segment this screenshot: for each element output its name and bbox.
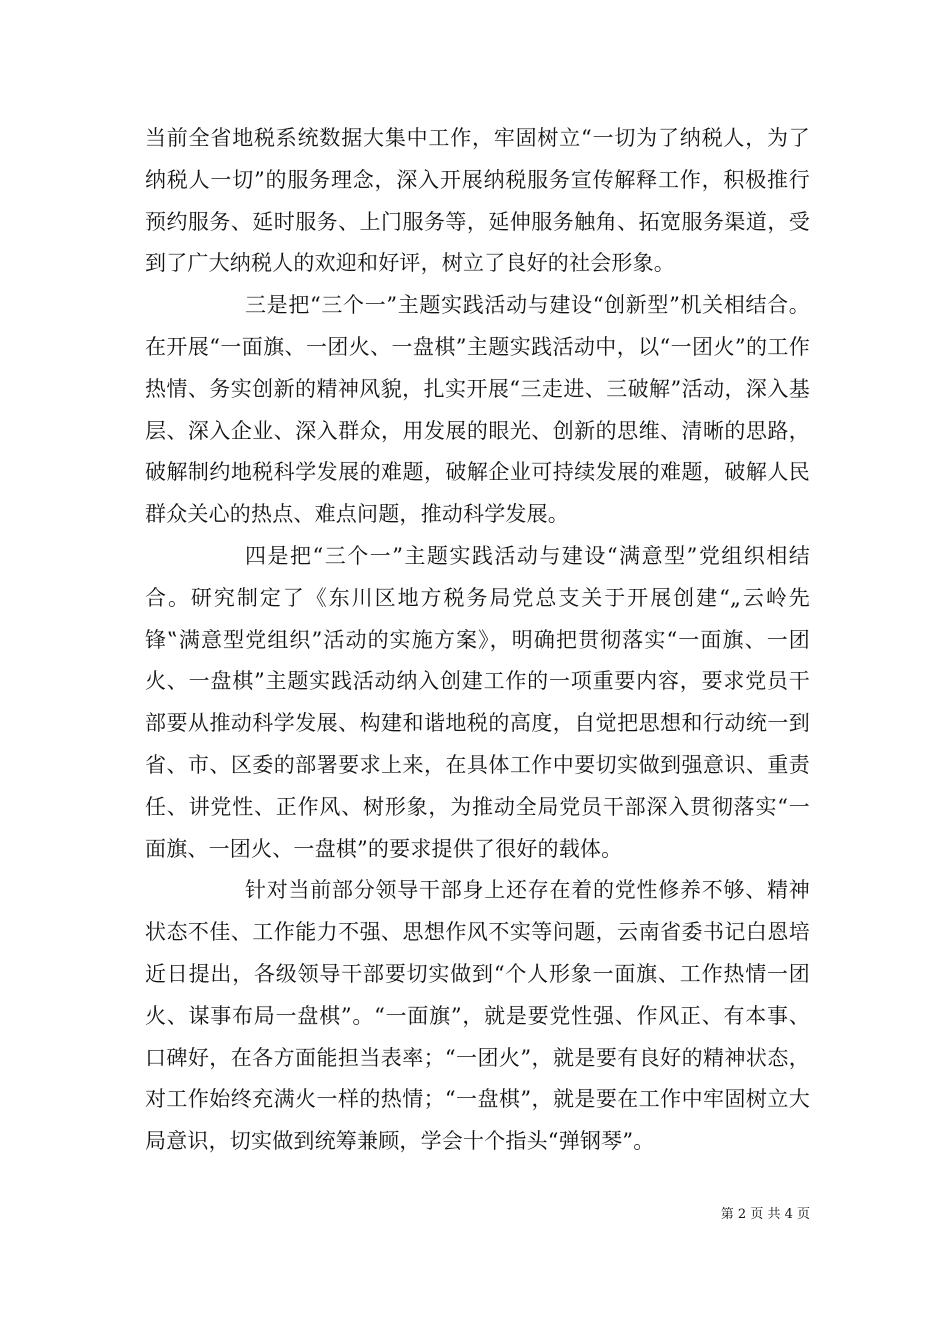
paragraph-innovation: 三是把“三个一”主题实践活动与建设“创新型”机关相结合。在开展“一面旗、一团火、一盘棋”主题实践活动中，以“一团火”的工作热情、务实创新的精神风貌，扎实开展“三走进、三破解”活动，深入基层、深入企业、深入群众，用发展的眼光、创新的思维、清晰的思路，破解制约地税科学发展的难题，破解企业可持续发展的难题，破解人民群众关心的热点、难点问题，推动科学发展。: [145, 293, 810, 527]
paragraph-continuation: 当前全省地税系统数据大集中工作，牢固树立“一切为了纳税人，为了纳税人一切”的服务理念，深入开展纳税服务宣传解释工作，积极推行预约服务、延时服务、上门服务等，延伸服务触角、拓宽服务渠道，受到了广大纳税人的欢迎和好评，树立了良好的社会形象。: [145, 126, 810, 276]
paragraph-satisfaction: 四是把“三个一”主题实践活动与建设“满意型”党组织相结合。研究制定了《东川区地方税务局党总支关于开展创建“„云岭先锋‟满意型党组织”活动的实施方案》，明确把贯彻落实“一面旗、一团火、一盘棋”主题实践活动纳入创建工作的一项重要内容，要求党员干部要从推动科学发展、构建和谐地税的高度，自觉把思想和行动统一到省、市、区委的部署要求上来，在具体工作中要切实做到强意识、重责任、讲党性、正作风、树形象，为推动全局党员干部深入贯彻落实“一面旗、一团火、一盘棋”的要求提供了很好的载体。: [145, 543, 810, 861]
paragraph-leadership: 针对当前部分领导干部身上还存在着的党性修养不够、精神状态不佳、工作能力不强、思想作风不实等问题，云南省委书记白恩培近日提出，各级领导干部要切实做到“个人形象一面旗、工作热情一团火、谋事布局一盘棋”。“一面旗”，就是要党性强、作风正、有本事、口碑好，在各方面能担当表率；“一团火”，就是要有良好的精神状态，对工作始终充满火一样的热情；“一盘棋”，就是要在工作中牢固树立大局意识，切实做到统筹兼顾，学会十个指头“弹钢琴”。: [145, 878, 810, 1154]
document-body: [145, 118, 810, 1163]
page-number-footer: 第 2 页 共 4 页: [720, 1207, 810, 1222]
